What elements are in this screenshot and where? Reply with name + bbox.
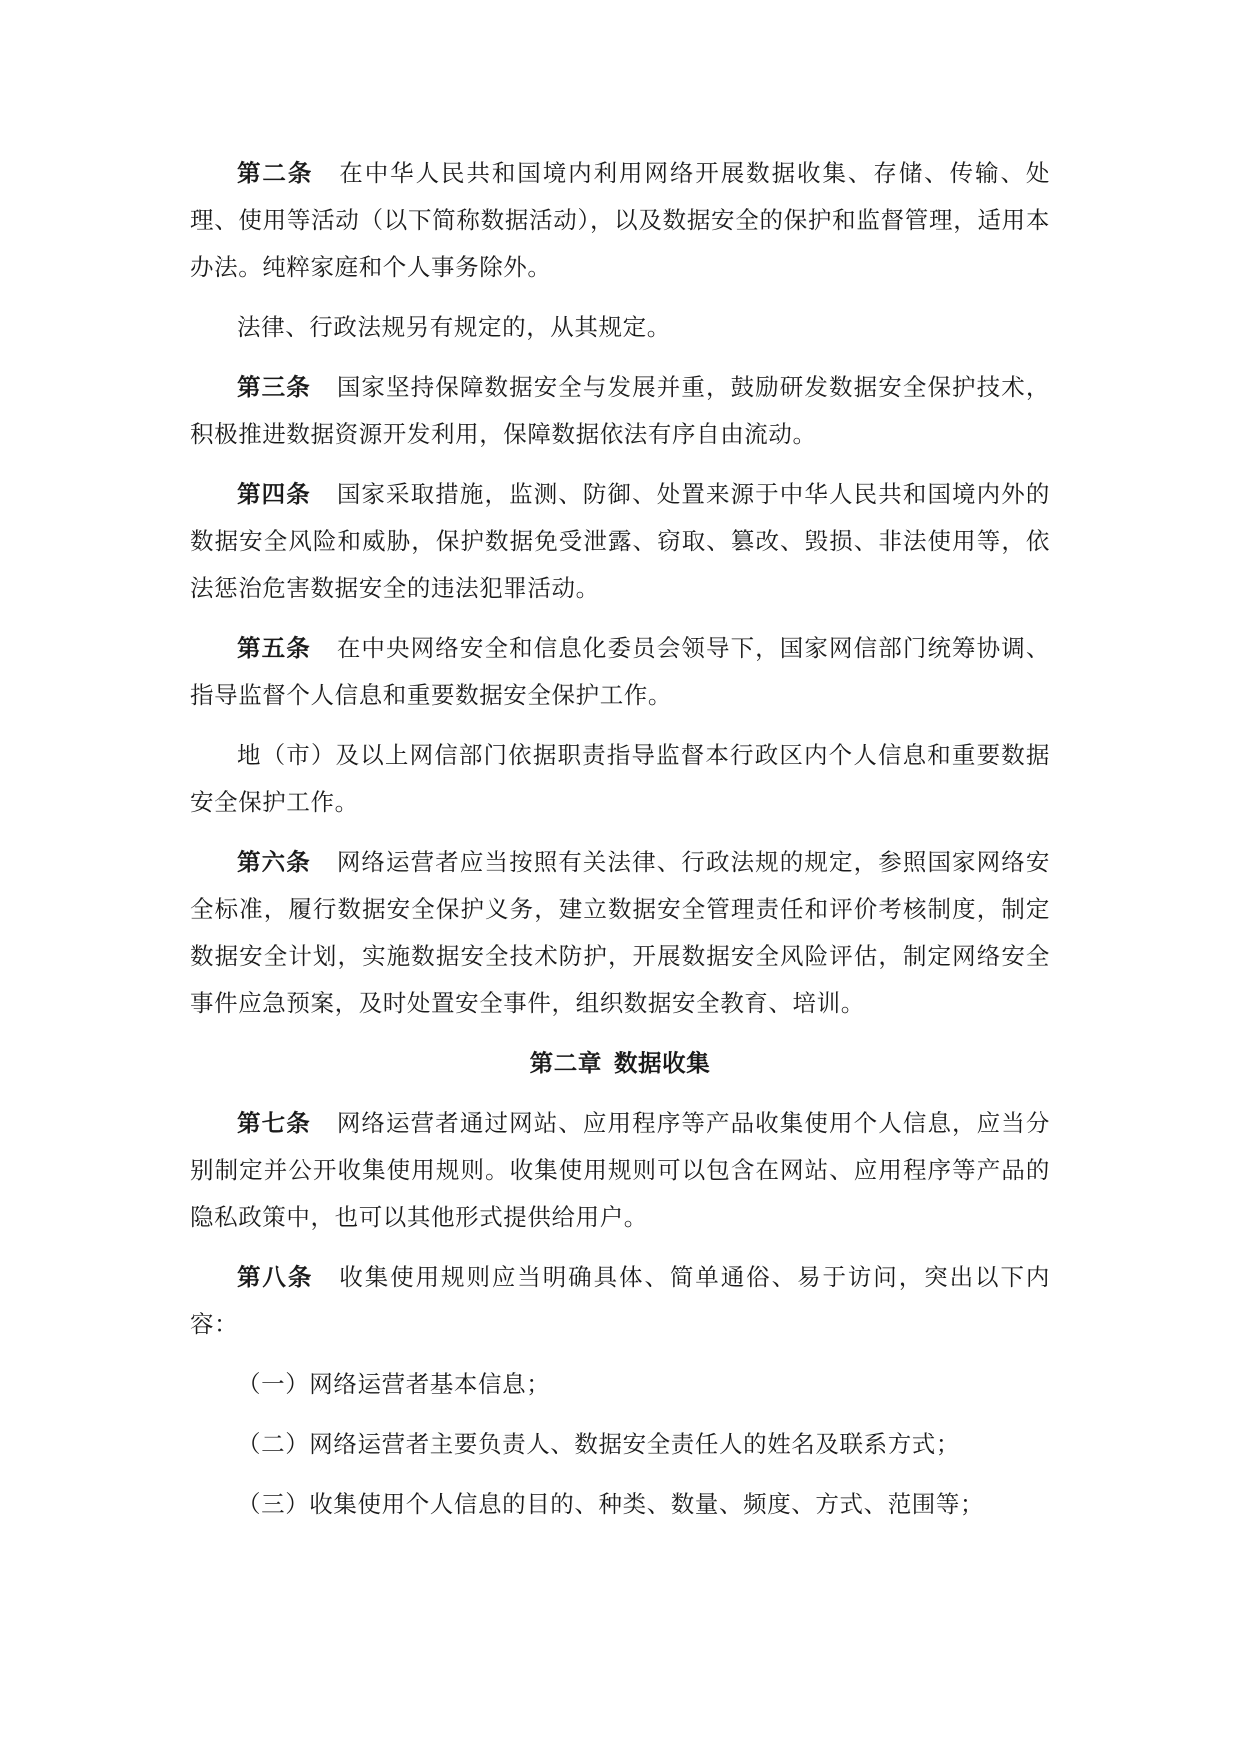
article-label: 第二条 [237,159,314,187]
article-3 [190,364,1050,458]
article-text: 网络运营者通过网站、应用程序等产品收集使用个人信息，应当分别制定并公开收集使用规则。收集使用规则可以包含在网站、应用程序等产品的隐私政策中，也可以其他形式提供给用户。 [190,1109,1050,1231]
article-label: 第四条 [237,480,311,508]
list-item: （一）网络运营者基本信息； [237,1370,551,1398]
article-7 [190,1100,1050,1241]
article-4 [190,471,1050,612]
article-2 [190,150,1050,291]
article-text: 在中华人民共和国境内利用网络开展数据收集、存储、传输、处理、使用等活动（以下简称数据活动），以及数据安全的保护和监督管理，适用本办法。纯粹家庭和个人事务除外。 [190,159,1050,281]
article-8 [190,1254,1050,1348]
article-6 [190,839,1050,1027]
article-text: 法律、行政法规另有规定的，从其规定。 [237,313,671,341]
article-text: 在中央网络安全和信息化委员会领导下，国家网信部门统筹协调、指导监督个人信息和重要数据安全保护工作。 [190,634,1050,709]
document-page [190,150,1050,1541]
article-text: 国家采取措施，监测、防御、处置来源于中华人民共和国境内外的数据安全风险和威胁，保护数据免受泄露、窃取、篡改、毁损、非法使用等，依法惩治危害数据安全的违法犯罪活动。 [190,480,1050,602]
article-text: 网络运营者应当按照有关法律、行政法规的规定，参照国家网络安全标准，履行数据安全保护义务，建立数据安全管理责任和评价考核制度，制定数据安全计划，实施数据安全技术防护，开展数据安全风险评估，制定网络安全事件应急预案，及时处置安全事件，组织数据安全教育、培训。 [190,848,1050,1017]
article-2-paragraph-2 [190,304,1050,351]
article-label: 第五条 [237,634,311,662]
article-5 [190,625,1050,719]
article-text: 地（市）及以上网信部门依据职责指导监督本行政区内个人信息和重要数据安全保护工作。 [190,741,1050,816]
article-5-paragraph-2 [190,732,1050,826]
article-label: 第三条 [237,373,311,401]
article-label: 第六条 [237,848,311,876]
list-item: （三）收集使用个人信息的目的、种类、数量、频度、方式、范围等； [237,1490,985,1518]
list-item: （二）网络运营者主要负责人、数据安全责任人的姓名及联系方式； [237,1430,960,1458]
article-text: 国家坚持保障数据安全与发展并重，鼓励研发数据安全保护技术，积极推进数据资源开发利用，保障数据依法有序自由流动。 [190,373,1050,448]
article-text: 收集使用规则应当明确具体、简单通俗、易于访问，突出以下内容： [190,1263,1050,1338]
article-label: 第七条 [237,1109,311,1137]
article-label: 第八条 [237,1263,314,1291]
chapter-title: 数据收集 [613,1049,711,1077]
chapter-number: 第二章 [529,1049,602,1077]
chapter-heading [190,1040,1050,1087]
